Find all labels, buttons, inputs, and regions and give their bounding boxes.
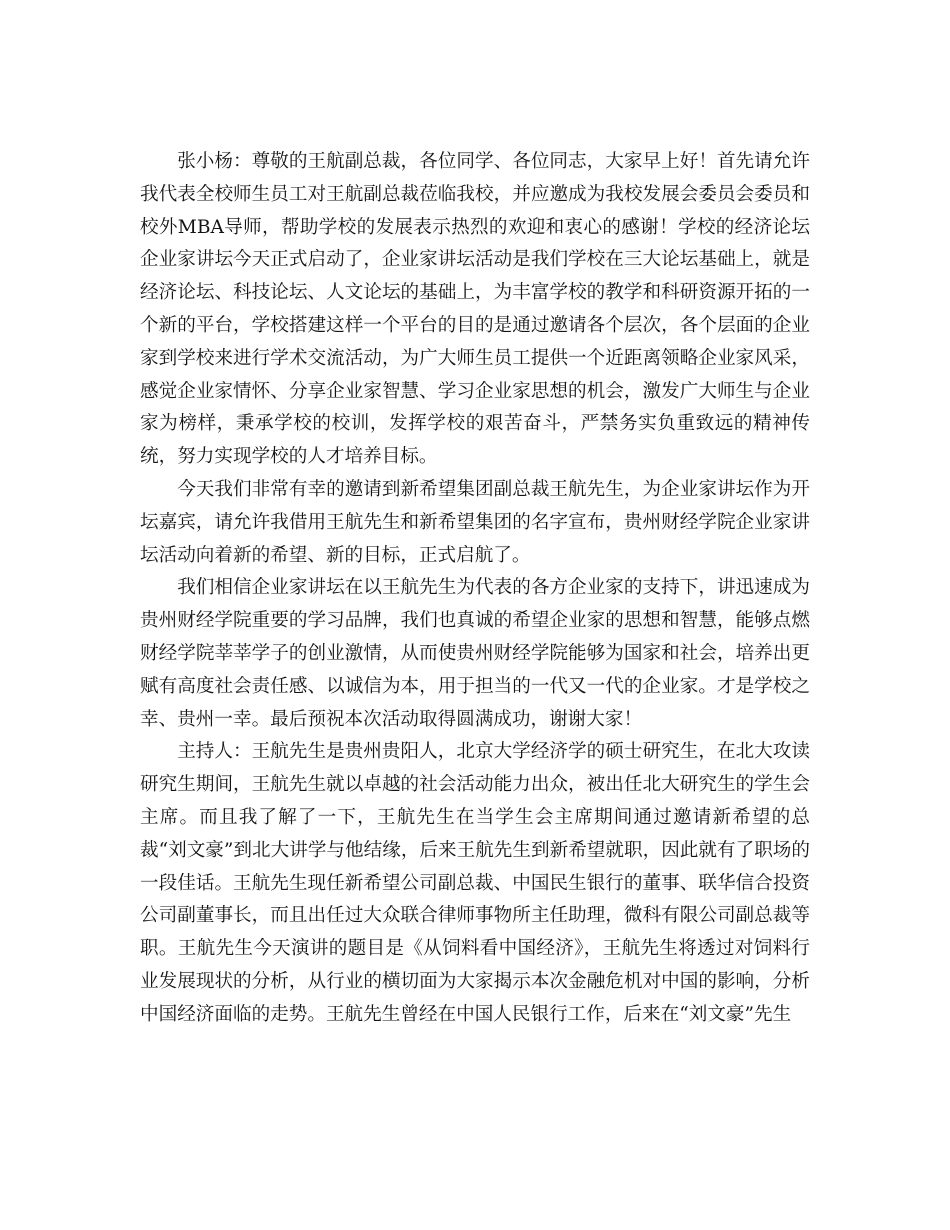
paragraph-closing-wishes: 我们相信企业家讲坛在以王航先生为代表的各方企业家的支持下，讲迅速成为贵州财经学院重要的学习品牌，我们也真诚的希望企业家的思想和智慧，能够点燃财经学院莘莘学子的创业激情，从而使贵州财经学院能够为国家和社会，培养出更赋有高度社会责任感、以诚信为本，用于担当的一代又一代的企业家。才是学校之幸、贵州一幸。最后预祝本次活动取得圆满成功，谢谢大家！ xyxy=(140,577,810,730)
paragraph-opening-speech: 张小杨：尊敬的王航副总裁，各位同学、各位同志，大家早上好！首先请允许我代表全校师生员工对王航副总裁莅临我校，并应邀成为我校发展会委员会委员和校外MBA导师，帮助学校的发展表示热烈的欢迎和衷心的感谢！学校的经济论坛企业家讲坛今天正式启动了，企业家讲坛活动是我们学校在三大论坛基础上，就是经济论坛、科技论坛、人文论坛的基础上，为丰富学校的教学和科研资源开拓的一个新的平台，学校搭建这样一个平台的目的是通过邀请各个层次，各个层面的企业家到学校来进行学术交流活动，为广大师生员工提供一个近距离领略企业家风采，感觉企业家情怀、分享企业家智慧、学习企业家思想的机会，激发广大师生与企业家为榜样，秉承学校的校训，发挥学校的艰苦奋斗，严禁务实负重致远的精神传统，努力实现学校的人才培养目标。 xyxy=(140,151,810,468)
paragraph-guest-invitation: 今天我们非常有幸的邀请到新希望集团副总裁王航先生，为企业家讲坛作为开坛嘉宾，请允许我借用王航先生和新希望集团的名字宣布，贵州财经学院企业家讲坛活动向着新的希望、新的目标，正式启航了。 xyxy=(140,478,810,566)
document-body xyxy=(140,146,810,1032)
paragraph-host-introduction: 主持人：王航先生是贵州贵阳人，北京大学经济学的硕士研究生，在北大攻读研究生期间，王航先生就以卓越的社会活动能力出众，被出任北大研究生的学生会主席。而且我了解了一下，王航先生在当学生会主席期间通过邀请新希望的总裁“刘文豪”到北大讲学与他结缘，后来王航先生到新希望就职，因此就有了职场的一段佳话。王航先生现任新希望公司副总裁、中国民生银行的董事、联华信合投资公司副董事长，而且出任过大众联合律师事物所主任助理，微科有限公司副总裁等职。王航先生今天演讲的题目是《从饲料看中国经济》，王航先生将透过对饲料行业发展现状的分析，从行业的横切面为大家揭示本次金融危机对中国的影响，分析中国经济面临的走势。王航先生曾经在中国人民银行工作，后来在“刘文豪”先生 xyxy=(140,741,810,1025)
